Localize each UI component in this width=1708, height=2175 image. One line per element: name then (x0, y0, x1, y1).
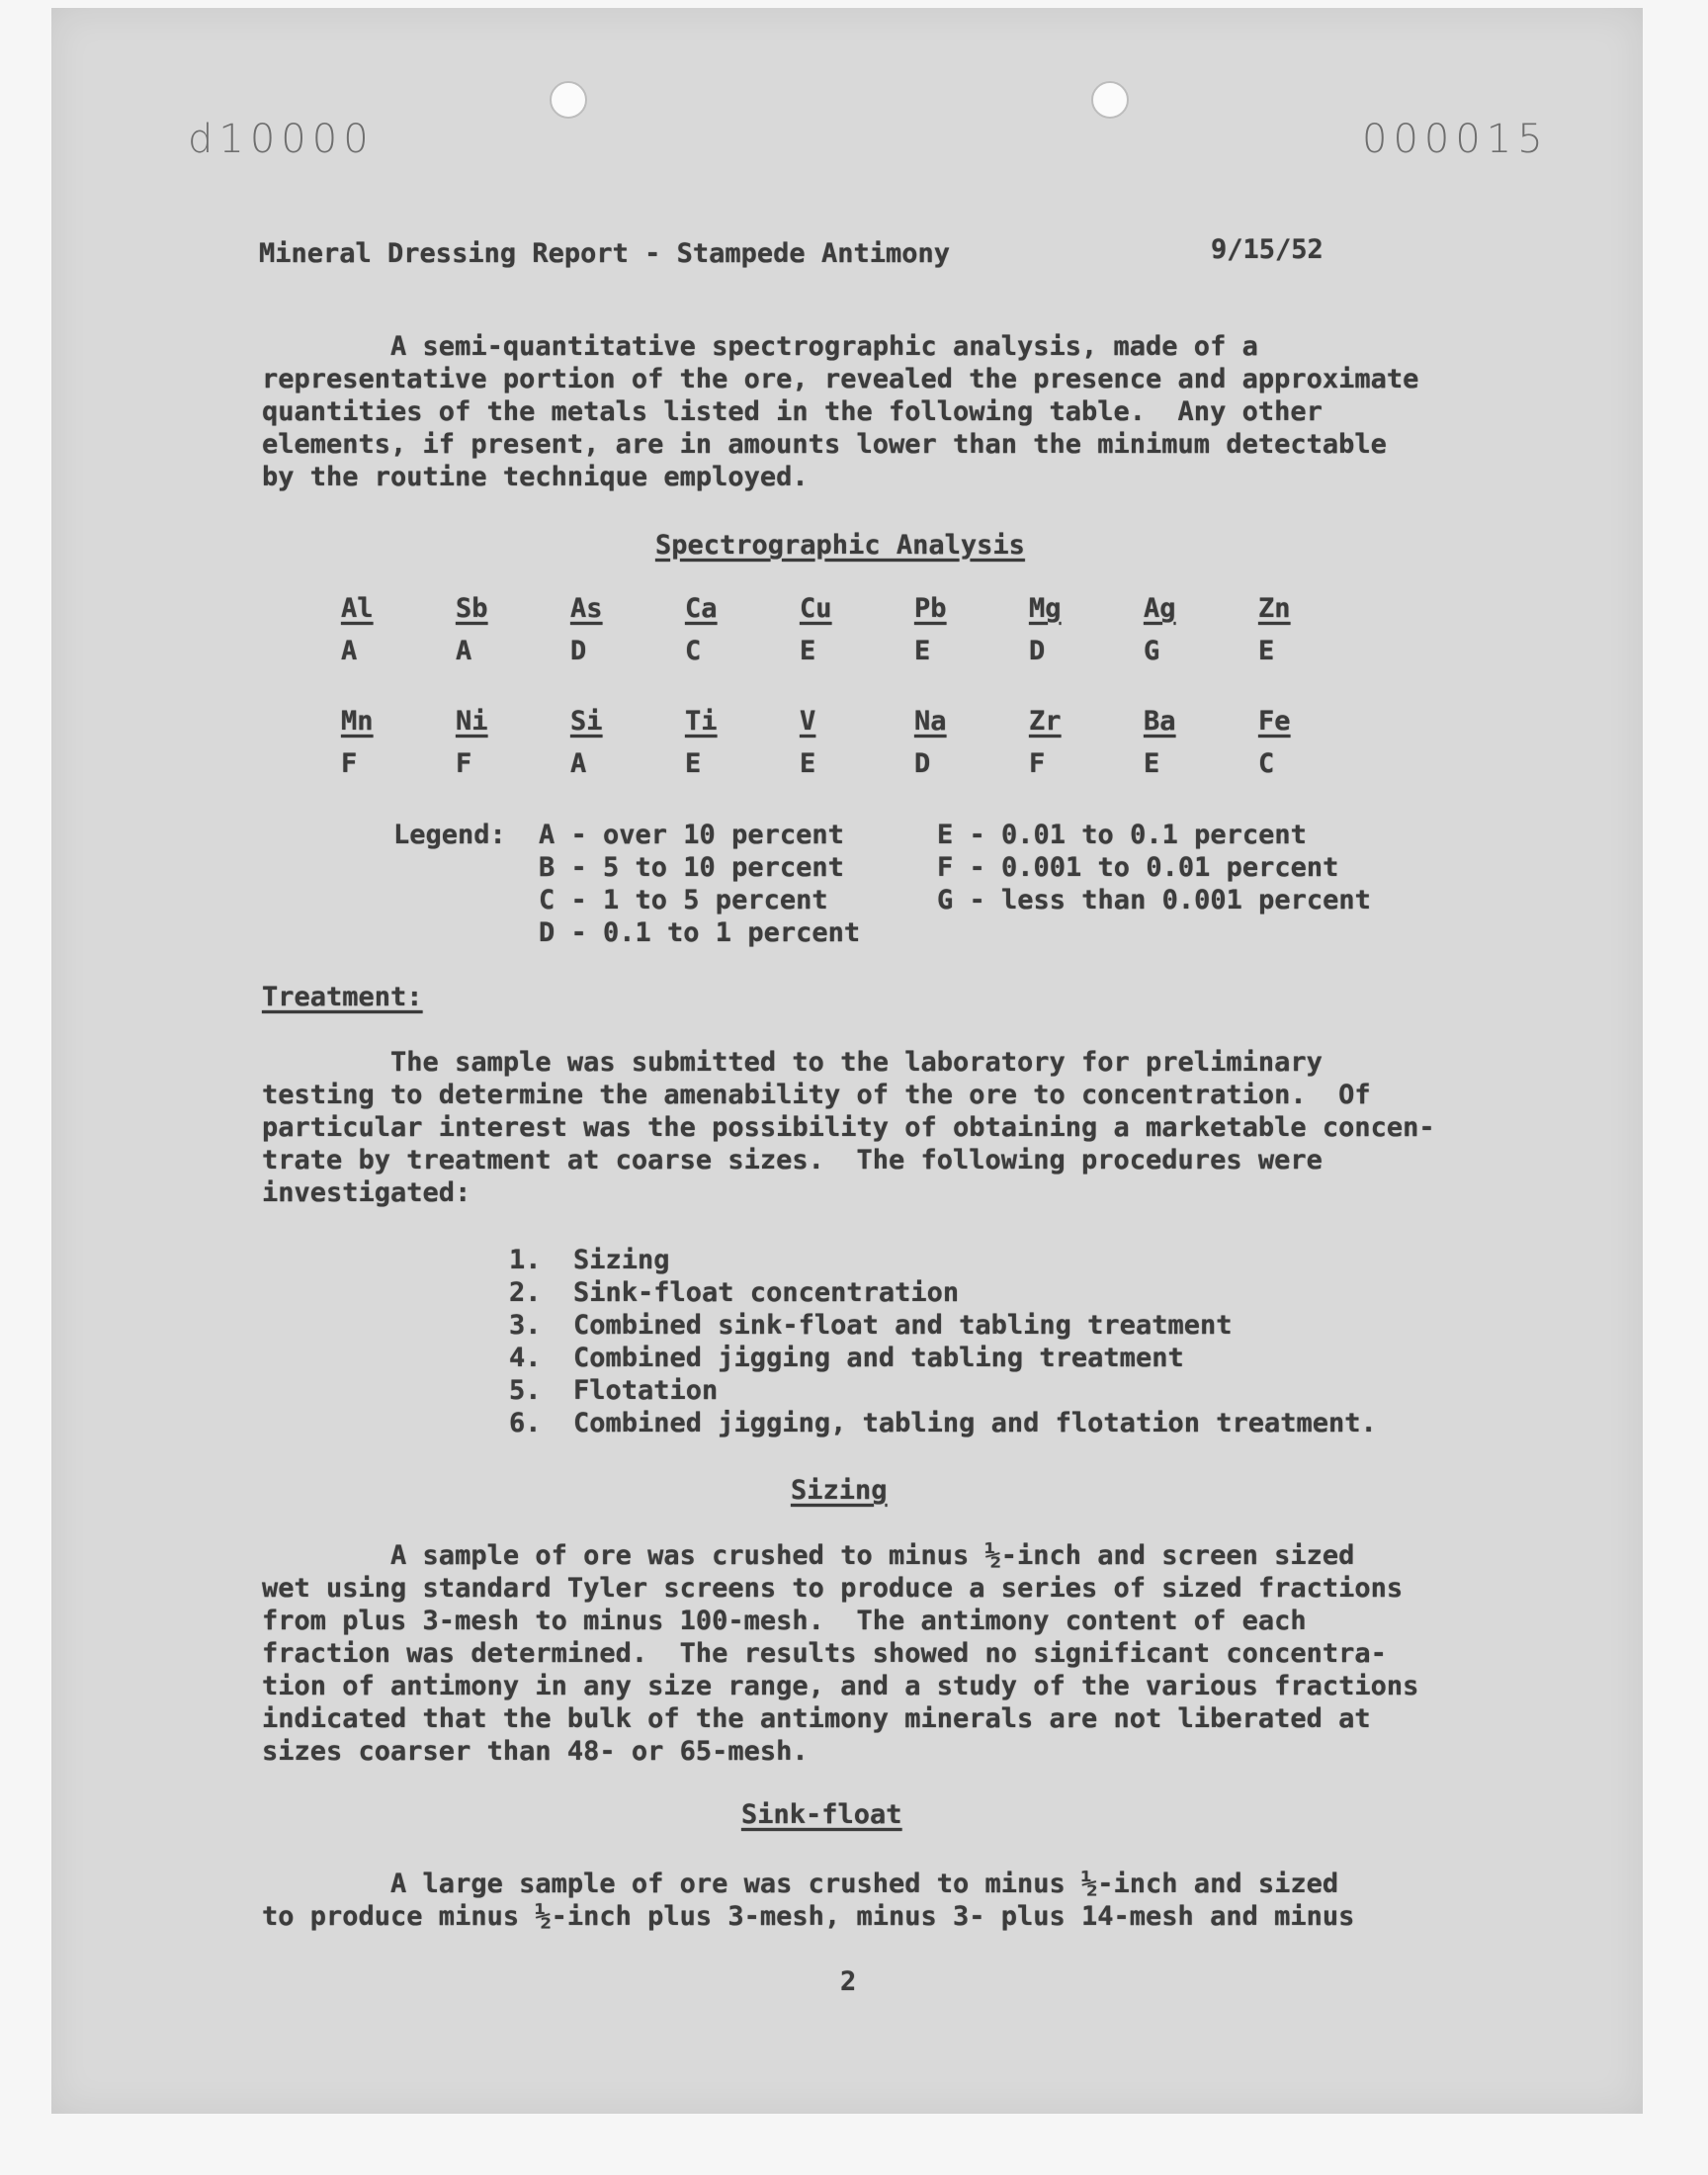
element-symbol: Sb (456, 593, 488, 624)
procedure-text: Combined jigging and tabling treatment (573, 1343, 1184, 1373)
legend-entry: G - less than 0.001 percent (937, 885, 1371, 915)
element-value: E (800, 636, 816, 666)
element-symbol: Ba (1144, 706, 1176, 737)
procedure-number: 4. (509, 1343, 542, 1373)
element-value: E (1144, 748, 1160, 779)
element-symbol: Al (341, 593, 374, 624)
punch-hole-left (550, 81, 587, 119)
element-symbol: Zn (1258, 593, 1291, 624)
procedure-list (509, 1244, 1377, 1439)
procedure-number: 6. (509, 1408, 542, 1438)
element-value: E (800, 748, 816, 779)
sinkfloat-heading: Sink-float (741, 1799, 902, 1830)
procedure-text: Combined jigging, tabling and flotation treatment. (573, 1408, 1377, 1438)
procedure-item (509, 1342, 1377, 1374)
element-symbol: As (570, 593, 603, 624)
procedure-text: Sink-float concentration (573, 1277, 960, 1308)
element-value: A (456, 636, 472, 666)
element-value: D (914, 748, 931, 779)
element-symbol: Na (914, 706, 947, 737)
legend-entry: A - over 10 percent (539, 820, 844, 850)
stamp-number-left: d10000 (188, 117, 375, 162)
element-symbol: Fe (1258, 706, 1291, 737)
element-value: C (1258, 748, 1275, 779)
element-value: E (685, 748, 702, 779)
procedure-text: Sizing (573, 1245, 670, 1275)
element-symbol: Cu (800, 593, 832, 624)
element-symbol: Zr (1029, 706, 1062, 737)
procedure-item (509, 1407, 1377, 1439)
legend-left (539, 819, 860, 949)
procedure-item (509, 1374, 1377, 1407)
element-symbol: Ti (685, 706, 718, 737)
legend-right (937, 819, 1371, 916)
procedure-number: 5. (509, 1375, 542, 1406)
element-symbol: Mg (1029, 593, 1062, 624)
legend-entry: B - 5 to 10 percent (539, 852, 844, 883)
element-value: A (570, 748, 587, 779)
sinkfloat-paragraph: A large sample of ore was crushed to minus ½-inch and sized to produce minus ½-inch plus 3-mesh, minus 3- plus 14-mesh and minus (262, 1869, 1355, 1932)
element-value: F (1029, 748, 1046, 779)
procedure-item (509, 1276, 1377, 1309)
treatment-paragraph: The sample was submitted to the laboratory for preliminary testing to determine the amenability of the ore to concentration. Of particular interest was the possibility of obtaining a marketable concen- trate by treatment at coarse sizes. The following procedures were investigated: (262, 1047, 1435, 1208)
procedure-text: Flotation (573, 1375, 719, 1406)
procedure-number: 3. (509, 1310, 542, 1341)
element-value: D (570, 636, 587, 666)
element-value: F (456, 748, 472, 779)
treatment-heading: Treatment: (262, 982, 423, 1012)
legend-entry: E - 0.01 to 0.1 percent (937, 820, 1307, 850)
element-symbol: Si (570, 706, 603, 737)
element-value: E (914, 636, 931, 666)
sizing-paragraph: A sample of ore was crushed to minus ½-inch and screen sized wet using standard Tyler screens to produce a series of sized fractions from plus 3-mesh to minus 100-mesh. The antimony content of each fraction was determined. The results showed no significant concentra- tion of antimony in any size range, and a study of the various fractions indicated that the bulk of the antimony minerals are not liberated at sizes coarser than 48- or 65-mesh. (262, 1540, 1419, 1767)
procedure-number: 1. (509, 1245, 542, 1275)
spectro-table (341, 706, 1329, 779)
element-value: A (341, 636, 358, 666)
procedure-text: Combined sink-float and tabling treatment (573, 1310, 1233, 1341)
element-symbol: Ni (456, 706, 488, 737)
procedure-item (509, 1309, 1377, 1342)
page-number: 2 (840, 1966, 857, 1997)
stamp-number-right: 000015 (1362, 117, 1549, 162)
spectro-table (341, 593, 1329, 666)
legend-entry: C - 1 to 5 percent (539, 885, 828, 915)
element-symbol: V (800, 706, 816, 737)
report-date: 9/15/52 (1211, 234, 1324, 265)
element-symbol: Ca (685, 593, 718, 624)
legend-entry: F - 0.001 to 0.01 percent (937, 852, 1339, 883)
procedure-item (509, 1244, 1377, 1276)
element-symbol: Mn (341, 706, 374, 737)
element-value: G (1144, 636, 1160, 666)
legend-entry: D - 0.1 to 1 percent (539, 917, 861, 948)
spectro-heading: Spectrographic Analysis (655, 530, 1025, 561)
element-symbol: Pb (914, 593, 947, 624)
sizing-heading: Sizing (791, 1475, 888, 1506)
intro-paragraph: A semi-quantitative spectrographic analysis, made of a representative portion of the ore, revealed the presence and approximate quantities of the metals listed in the following table. Any other elements, if present, are in amounts lower than the minimum detectable by the routine technique employed. (262, 331, 1419, 492)
legend-label: Legend: (393, 820, 506, 850)
procedure-number: 2. (509, 1277, 542, 1308)
report-title: Mineral Dressing Report - Stampede Antimony (259, 238, 950, 269)
element-value: F (341, 748, 358, 779)
element-value: C (685, 636, 702, 666)
element-value: D (1029, 636, 1046, 666)
punch-hole-right (1091, 81, 1129, 119)
element-symbol: Ag (1144, 593, 1176, 624)
element-value: E (1258, 636, 1275, 666)
